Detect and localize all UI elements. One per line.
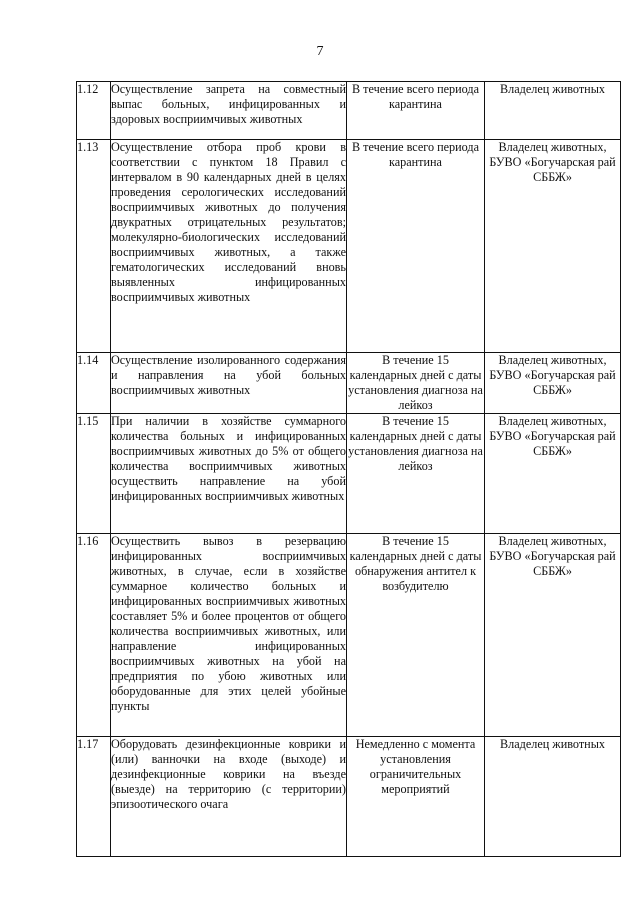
table-row [77, 737, 621, 857]
table-row [77, 534, 621, 737]
row-number: 1.14 [77, 353, 111, 414]
measure-responsible: Владелец животных, БУВО «Богучарская рай СББЖ» [485, 414, 621, 534]
measure-responsible: Владелец животных, БУВО «Богучарская рай СББЖ» [485, 140, 621, 353]
measure-term: Немедленно с момента установления ограничительных мероприятий [347, 737, 485, 857]
measure-responsible: Владелец животных [485, 737, 621, 857]
measure-description: При наличии в хозяйстве суммарного количества больных и инфицированных восприимчивых животных до 5% от общего количества восприимчивых животных осуществить направление на убой инфицированных восприимчивых животных [111, 414, 347, 534]
measure-term: В течение 15 календарных дней с даты установления диагноза на лейкоз [348, 353, 483, 412]
page-number: 7 [316, 44, 324, 59]
measures-table [76, 81, 621, 857]
measure-description: Осуществление изолированного содержания и направления на убой больных восприимчивых животных [111, 353, 347, 414]
table-row [77, 82, 621, 140]
table-row [77, 414, 621, 534]
measure-description: Осуществление запрета на совместный выпас больных, инфицированных и здоровых восприимчивых животных [111, 82, 347, 140]
row-number: 1.15 [77, 414, 111, 534]
row-number: 1.17 [77, 737, 111, 857]
row-number: 1.16 [77, 534, 111, 737]
measure-term: В течение 15 календарных дней с даты установления диагноза на лейкоз [347, 414, 485, 534]
measure-responsible: Владелец животных, БУВО «Богучарская рай СББЖ» [485, 534, 621, 737]
table-row [77, 353, 621, 414]
measure-term: В течение 15 календарных дней с даты обнаружения антител к возбудителю [347, 534, 485, 737]
row-number: 1.13 [77, 140, 111, 353]
measure-description: Оборудовать дезинфекционные коврики и (или) ванночки на входе (выходе) и дезинфекционные коврики на въезде (выезде) на территорию (с территории) эпизоотического очага [111, 737, 347, 857]
measure-term: В течение всего периода карантина [347, 140, 485, 353]
measure-description: Осуществить вывоз в резервацию инфицированных восприимчивых животных, в случае, если в хозяйстве суммарное количество больных и инфицированных восприимчивых животных составляет 5% и более процентов от общего количества восприимчивых животных, или направление инфицированных восприимчивых животных на убой на предприятия по убою животных или оборудованные для этих целей убойные пункты [111, 534, 347, 737]
measure-responsible: Владелец животных [485, 82, 621, 140]
measure-responsible: Владелец животных, БУВО «Богучарская рай СББЖ» [485, 353, 621, 414]
table-row [77, 140, 621, 353]
measure-description: Осуществление отбора проб крови в соответствии с пунктом 18 Правил с интервалом в 90 календарных дней в целях проведения серологических исследований восприимчивых животных до получения двукратных отрицательных результатов; молекулярно-биологических исследований восприимчивых животных, а также гематологических исследований вновь выявленных инфицированных восприимчивых животных [111, 140, 347, 353]
measure-term: В течение всего периода карантина [347, 82, 485, 140]
row-number: 1.12 [77, 82, 111, 140]
